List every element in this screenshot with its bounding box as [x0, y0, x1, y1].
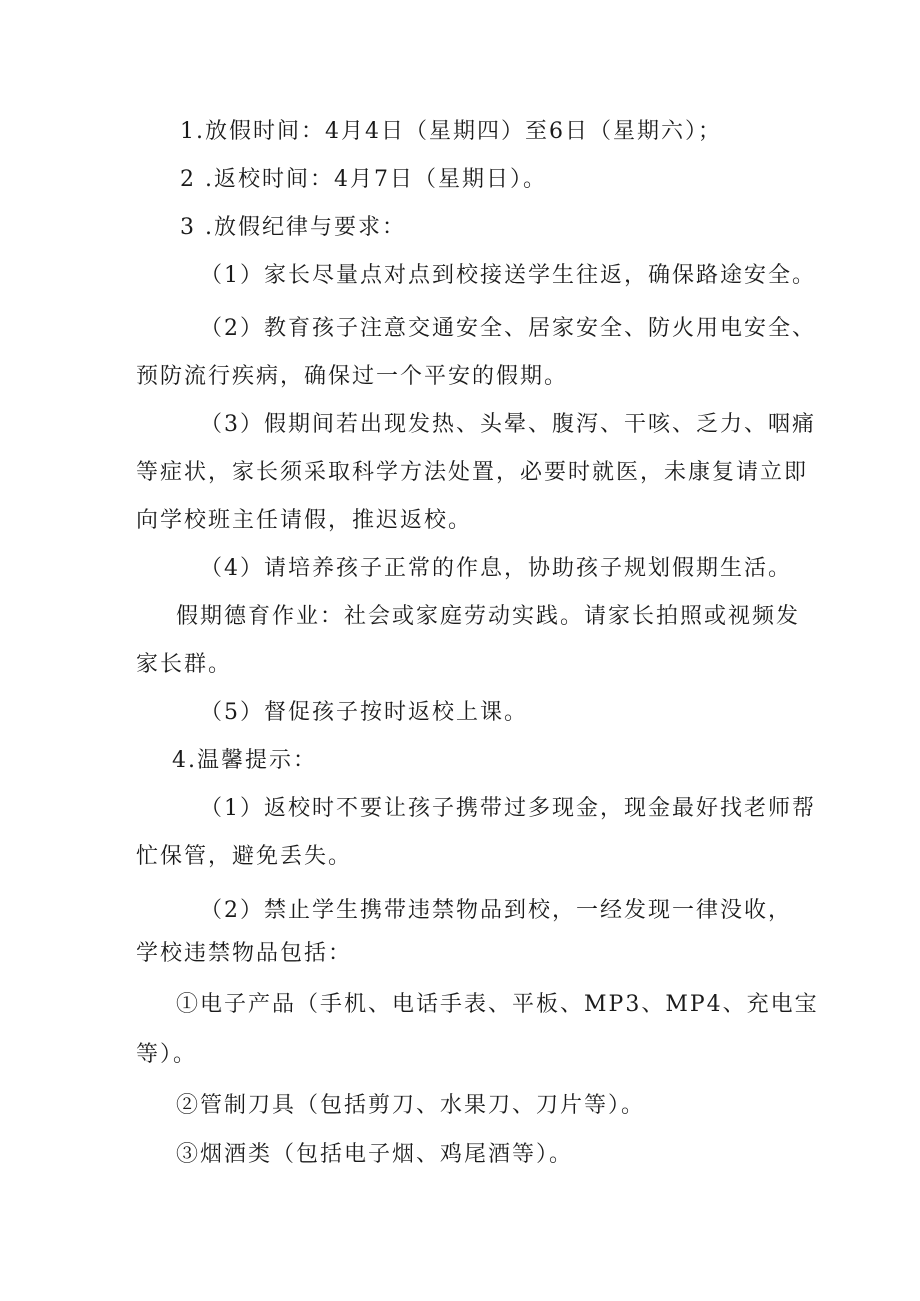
rule-1: （1）家长尽量点对点到校接送学生往返，确保路途安全。 — [200, 263, 816, 288]
rule-2-line-2: 预防流行疾病，确保过一个平安的假期。 — [136, 364, 569, 389]
rule-2-line-1: （2）教育孩子注意交通安全、居家安全、防火用电安全、 — [200, 316, 816, 341]
moral-homework-line-1: 假期德育作业：社会或家庭劳动实践。请家长拍照或视频发 — [176, 604, 801, 629]
item-2-return-time: 2 .返校时间：4月7日（星期日）。 — [180, 167, 547, 192]
banned-item-electronics-line-1: ①电子产品（手机、电话手表、平板、MP3、MP4、充电宝 — [176, 992, 819, 1017]
tip-2-line-2: 学校违禁物品包括： — [136, 941, 353, 966]
tip-1-line-1: （1）返校时不要让孩子携带过多现金，现金最好找老师帮 — [200, 796, 816, 821]
banned-item-tobacco-alcohol: ③烟酒类（包括电子烟、鸡尾酒等）。 — [176, 1142, 574, 1167]
item-4-heading: 4.温馨提示： — [172, 748, 317, 773]
moral-homework-line-2: 家长群。 — [136, 652, 233, 677]
rule-4: （4）请培养孩子正常的作息，协助孩子规划假期生活。 — [200, 556, 792, 581]
item-3-heading: 3 .放假纪律与要求： — [180, 215, 406, 240]
rule-5: （5）督促孩子按时返校上课。 — [200, 700, 528, 725]
item-1-vacation-time: 1.放假时间：4月4日（星期四）至6日（星期六）； — [180, 119, 722, 144]
tip-2-line-1: （2）禁止学生携带违禁物品到校，一经发现一律没收， — [200, 898, 792, 923]
banned-item-electronics-line-2: 等）。 — [136, 1042, 198, 1067]
rule-3-line-1: （3）假期间若出现发热、头晕、腹泻、干咳、乏力、咽痛 — [200, 412, 816, 437]
banned-item-knives: ②管制刀具（包括剪刀、水果刀、刀片等）。 — [176, 1093, 646, 1118]
rule-3-line-2: 等症状，家长须采取科学方法处置，必要时就医，未康复请立即 — [136, 460, 809, 485]
rule-3-line-3: 向学校班主任请假，推迟返校。 — [136, 508, 473, 533]
tip-1-line-2: 忙保管，避免丢失。 — [136, 844, 353, 869]
